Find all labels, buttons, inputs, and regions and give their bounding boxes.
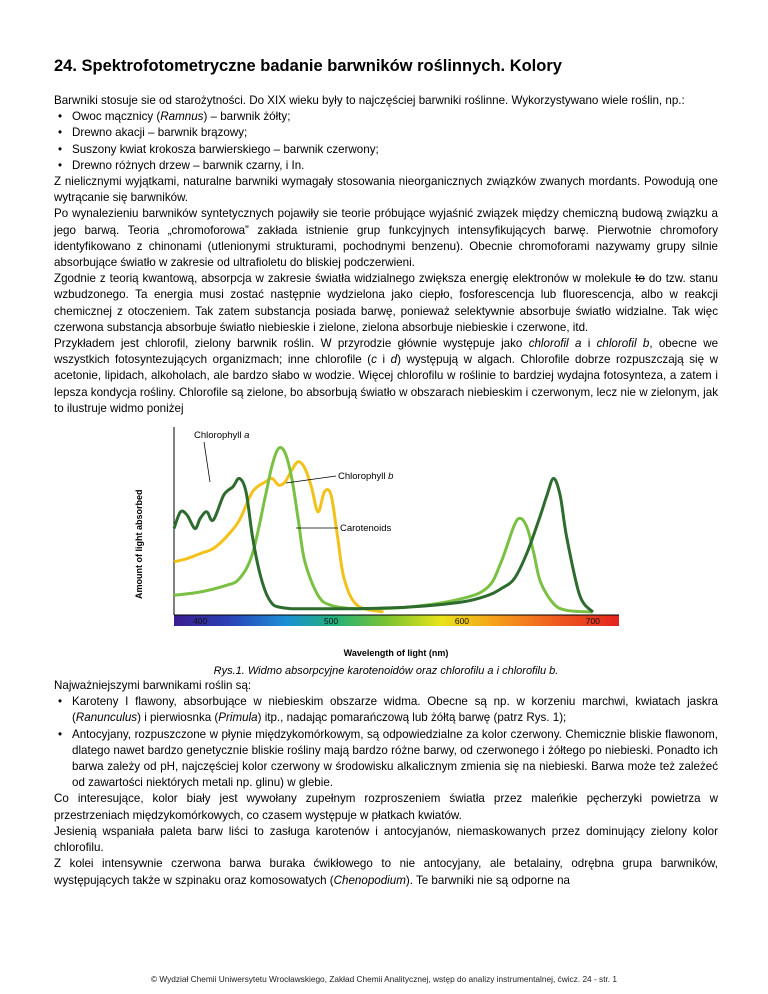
list-item: • Suszony kwiat krokosza barwierskiego – barwnik czerwony; [72, 142, 718, 158]
absorption-spectrum-figure [54, 427, 718, 662]
list-item: • Drewno akacji – barwnik brązowy; [72, 125, 718, 141]
x-tick-label: 500 [323, 616, 339, 627]
mordants-paragraph: Z nielicznymi wyjątkami, naturalne barwniki wymagały stosowania nieorganicznych związków zwanych mordants. Powodują one wytrącanie się barwników. [54, 175, 718, 205]
main-pigments-heading: Najważniejszymi barwnikami roślin są: [54, 679, 252, 693]
x-axis-label: Wavelength of light (nm) [343, 648, 449, 659]
chromophore-paragraph: Po wynalezieniu barwników syntetycznych pojawiły sie teorie próbujące wyjaśnić związek między chemiczną budową związku a jego barwą. Teoria „chromoforowa” zakłada istnienie grup funkcyjnych intensyfikujących barwę. Pierwotnie chromofory identyfikowano z chinonami (utlenionymi strukturami, pochodnymi benzenu). Obecnie chromoforami nazywamy grupy silnie absorbujące światło w zakresie od ultrafioletu do bliskiej podczerwieni. [54, 207, 718, 270]
white-color-paragraph: Co interesujące, kolor biały jest wywołany zupełnym rozproszeniem światła przez maleńkie pęcherzyki powietrza w przestrzeniach międzykomórkowych, co czasem występuje w płatkach kwiatów. [54, 792, 718, 822]
document-page [54, 56, 718, 889]
list-item: • Karoteny I flawony, absorbujące w niebieskim obszarze widma. Obecne są np. w korzeniu marchwi, kwiatach jaskra (Ranunculus) i pierwiosnka (Primula) itp., nadając pomarańczową lub żółtą barwę (patrz Rys. 1); [72, 694, 718, 726]
list-item: • Antocyjany, rozpuszczone w płynie międzykomórkowym, są odpowiedzialne za kolor czerwony. Chemicznie bliskie flawonom, dlatego nawet bardzo genetycznie bliskie rośliny mają bardzo różne barwy, od czerwonego i żółtego po niebieski. Ponadto ich barwa zależy od pH, najczęściej kolor czerwony w środowisku alkalicznym zmienia się na niebieski. Barwa może też zależeć od zawartości niektórych metali np. glinu) w glebie. [72, 727, 718, 792]
x-tick-label: 400 [193, 616, 208, 627]
label-chlorophyll-b: Chlorophyll b [338, 471, 394, 483]
figure-caption: Rys.1. Widmo absorpcyjne karotenoidów oraz chlorofilu a i chlorofilu b. [213, 665, 559, 678]
list-item: • Drewno różnych drzew – barwnik czarny, i In. [72, 158, 718, 174]
list-item: • Owoc mącznicy (Ramnus) – barwnik żółty; [72, 109, 718, 125]
page-footer: © Wydział Chemii Uniwersytetu Wrocławskiego, Zakład Chemii Analitycznej, wstęp do analizy instrumentalnej, ćwicz. 24 - str. 1 [150, 974, 618, 984]
page-title: 24. Spektrofotometryczne badanie barwników roślinnych. Kolory [54, 57, 562, 75]
intro-paragraph: Barwniki stosuje sie od starożytności. Do XIX wieku były to najczęściej barwniki roślinne. Wykorzystywano wiele roślin, np.: [54, 94, 685, 107]
autumn-paragraph: Jesienią wspaniała paleta barw liści to zasługa karotenów i antocyjanów, niemaskowanych przez dominujący zielony kolor chlorofilu. [54, 824, 718, 855]
label-carotenoids: Carotenoids [340, 523, 392, 535]
x-tick-label: 700 [585, 616, 600, 627]
label-chlorophyll-a: Chlorophyll a [194, 430, 250, 442]
leader-chlorophyll-a [204, 442, 210, 482]
dye-plant-list [54, 109, 718, 174]
pigments-list [54, 694, 718, 791]
spectrum-bar [174, 615, 619, 626]
quantum-paragraph: Zgodnie z teorią kwantową, absorpcja w zakresie światła widzialnego zwiększa energię elektronów w molekule to do tzw. stanu wzbudzonego. Ta energia musi zostać następnie wydzielona jako ciepło, fosforescencja lub fluorescencja, albo w reakcji chemicznej z otoczeniem. Tak zatem substancja posiada barwę, ponieważ selektywnie absorbuje światło widzialne. Tak więc czerwona substancja absorbuje światło niebieskie i zielone, zielona absorbuje niebieskie i czerwone, itd. [54, 272, 718, 334]
chlorophyll-paragraph: Przykładem jest chlorofil, zielony barwnik roślin. W przyrodzie głównie występuje jako chlorofil a i chlorofil b, obecne we wszystkich fotosyntezujących organizmach; inne chlorofile (c i d) występują w algach. Chlorofile dobrze rozpuszczają się w acetonie, lipidach, alkoholach, ale bardzo słabo w wodzie. Więcej chlorofilu w roślinie to bardziej wydajna fotosynteza, a zatem i lepsza kondycja rośliny. Chlorofile są zielone, bo absorbują światło w obszarach niebieskim i czerwonym, lecz nie w zielonym, jak to ilustruje widmo poniżej [54, 337, 719, 415]
x-tick-label: 600 [454, 616, 470, 627]
absorption-chart [124, 427, 624, 662]
y-axis-label: Amount of light absorbed [134, 489, 144, 600]
series-line-chlorophyll-a [174, 478, 593, 612]
beet-paragraph: Z kolei intensywnie czerwona barwa buraka ćwikłowego to nie antocyjany, ale betalainy, odrębna grupa barwników, występujących także w szpinaku oraz komosowatych (Chenopodium). Te barwniki nie są odporne na [54, 857, 718, 887]
